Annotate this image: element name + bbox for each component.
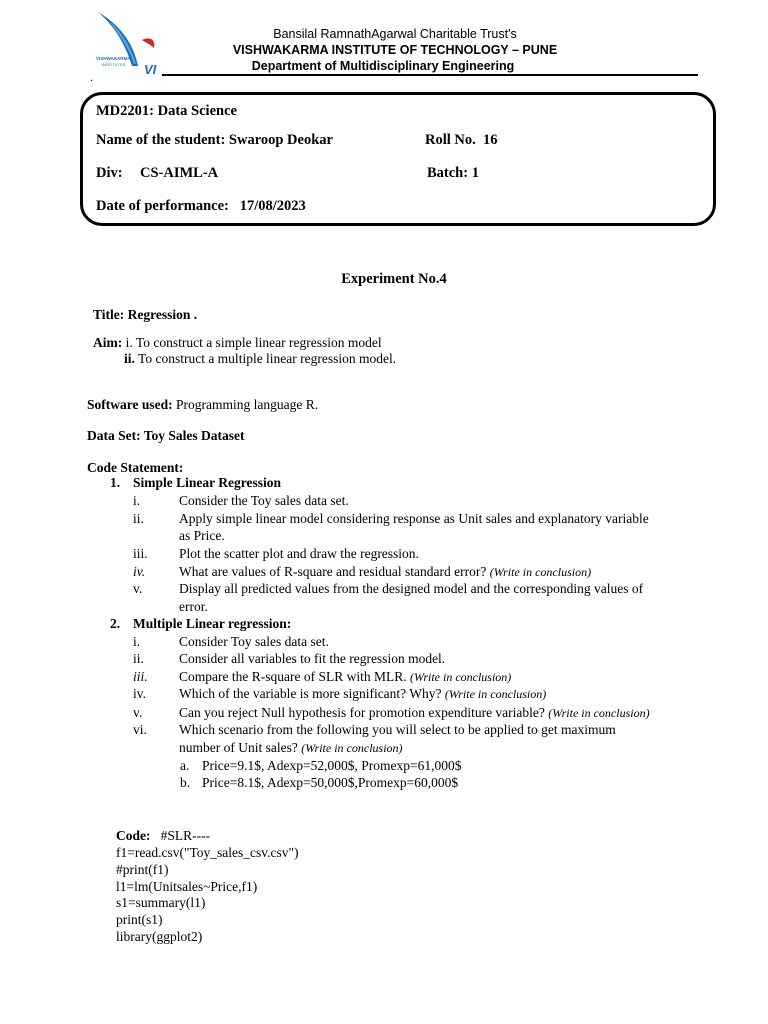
conclusion-note: (Write in conclusion) [444, 687, 547, 701]
title-value: Regression . [127, 307, 198, 322]
list-item-cont: as Price. [179, 528, 225, 543]
code-line: print(s1) [116, 912, 163, 927]
section-2-heading: Multiple Linear regression: [133, 616, 292, 631]
department-name: Department of Multidisciplinary Engineering [251, 59, 515, 73]
list-item-text: Which of the variable is more significant? Why? [179, 686, 442, 701]
aim-label: Aim: [93, 335, 123, 350]
logo-accent [142, 38, 154, 48]
list-item: Apply simple linear model considering response as Unit sales and explanatory variable [179, 511, 649, 526]
list-item-text: Compare the R-square of SLR with MLR. [179, 669, 407, 684]
aim-2-text: To construct a multiple linear regression model. [138, 351, 397, 366]
header-dot: . [90, 70, 93, 84]
list-item-num: vi. [133, 722, 147, 737]
course-title: MD2201: Data Science [96, 103, 237, 119]
title-label: Title: [93, 307, 125, 322]
list-item: Consider the Toy sales data set. [179, 493, 349, 508]
aim-2-num: ii. [124, 351, 135, 366]
name-label: Name of the student: [96, 132, 226, 148]
aim-1-num: i. [125, 335, 133, 350]
div-label: Div: [96, 165, 123, 181]
roll-value: 16 [483, 132, 498, 148]
section-2-num: 2. [110, 616, 121, 631]
code-first-line [116, 828, 210, 844]
software-row [87, 397, 318, 413]
code-statement-label: Code Statement: [87, 460, 184, 475]
list-item-cont [179, 740, 403, 756]
conclusion-note: (Write in conclusion) [409, 670, 512, 684]
code-line: l1=lm(Unitsales~Price,f1) [116, 879, 258, 894]
header-rule [162, 74, 698, 76]
logo-caption-1: VISHWAKARMA [96, 56, 131, 61]
logo-caption-2: INSTITUTES [102, 62, 126, 67]
section-1-heading: Simple Linear Regression [133, 475, 282, 490]
list-item-num: v. [133, 581, 143, 596]
conclusion-note: (Write in conclusion) [489, 565, 592, 579]
conclusion-note: (Write in conclusion) [548, 706, 650, 720]
list-item-num: iii. [133, 546, 148, 561]
code-line: f1=read.csv("Toy_sales_csv.csv") [116, 845, 299, 860]
roll-row [425, 132, 498, 149]
software-value: Programming language R. [176, 397, 319, 412]
list-item-num: i. [133, 634, 141, 649]
trust-name: Bansilal RamnathAgarwal Charitable Trust's [273, 27, 517, 41]
code-line: #print(f1) [116, 862, 169, 877]
list-item [179, 564, 591, 580]
list-item-num: iv. [133, 686, 146, 701]
list-item-num: ii. [133, 511, 144, 526]
list-item: Which scenario from the following you will select to be applied to get maximum [179, 722, 616, 737]
list-item [179, 686, 546, 702]
title-row [93, 307, 197, 323]
list-item-num: v. [133, 705, 143, 720]
subitem: Price=9.1$, Adexp=52,000$, Promexp=61,000$ [202, 758, 462, 773]
experiment-heading: Experiment No.4 [341, 271, 447, 287]
dataset-line: Data Set: Toy Sales Dataset [87, 428, 245, 443]
logo-text: VI [144, 62, 157, 76]
list-item-text: What are values of R-square and residual standard error? [179, 564, 487, 579]
roll-label: Roll No. [425, 132, 476, 148]
date-value: 17/08/2023 [239, 198, 306, 214]
div-value: CS-AIML-A [140, 165, 219, 181]
code-line: #SLR---- [160, 828, 211, 843]
batch-label: Batch: [427, 165, 469, 181]
list-item [179, 705, 650, 721]
code-line: library(ggplot2) [116, 929, 203, 944]
date-label: Date of performance: [96, 198, 229, 214]
institute-logo [94, 10, 164, 76]
list-item-num: i. [133, 493, 141, 508]
aim-row-2 [124, 351, 396, 367]
aim-1-text: To construct a simple linear regression model [135, 335, 382, 350]
list-item: Consider all variables to fit the regression model. [179, 651, 446, 666]
aim-row-1 [93, 335, 382, 351]
list-item: Consider Toy sales data set. [179, 634, 329, 649]
list-item: Display all predicted values from the designed model and the corresponding values of [179, 581, 644, 596]
code-label: Code: [116, 828, 151, 843]
subitem: Price=8.1$, Adexp=50,000$,Promexp=60,000$ [202, 775, 459, 790]
list-item-cont: error. [179, 599, 208, 614]
batch-value: 1 [471, 165, 479, 181]
date-row [96, 198, 306, 215]
list-item-text: number of Unit sales? [179, 740, 298, 755]
institute-name: VISHWAKARMA INSTITUTE OF TECHNOLOGY – PUNE [232, 43, 558, 57]
section-1-num: 1. [110, 475, 121, 490]
subitem-num: b. [180, 775, 191, 790]
conclusion-note: (Write in conclusion) [301, 741, 403, 755]
software-label: Software used: [87, 397, 173, 412]
student-name-row [96, 132, 333, 149]
subitem-num: a. [180, 758, 190, 773]
code-line: s1=summary(l1) [116, 895, 206, 910]
list-item-num: iv. [133, 564, 146, 579]
list-item [179, 669, 511, 685]
list-item-num: iii. [133, 669, 148, 684]
list-item: Plot the scatter plot and draw the regression. [179, 546, 419, 561]
list-item-num: ii. [133, 651, 144, 666]
name-value: Swaroop Deokar [228, 132, 333, 148]
list-item-text: Can you reject Null hypothesis for promotion expenditure variable? [179, 705, 545, 720]
batch-row [427, 165, 479, 182]
